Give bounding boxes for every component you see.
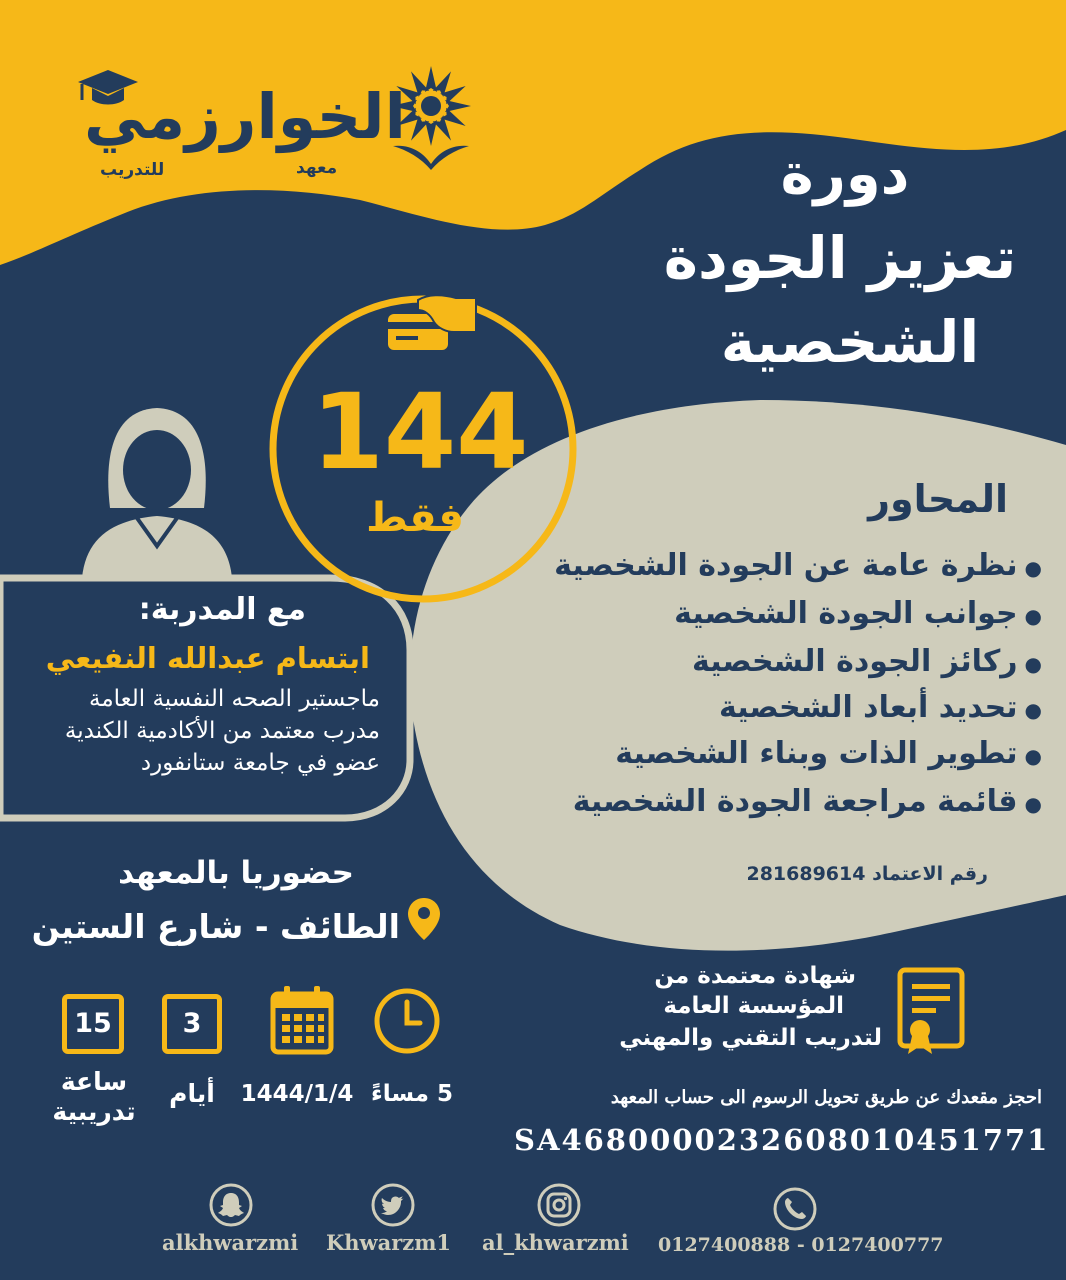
bullet: ●: [1017, 698, 1042, 722]
topic-item: [554, 544, 1042, 590]
payment-card-icon: [384, 292, 480, 354]
snapchat-icon: [208, 1182, 254, 1228]
trainer-credential-3: عضو في جامعة ستانفورد: [140, 750, 380, 776]
logo-sub-institute: معهد: [296, 158, 338, 178]
snapchat-handle[interactable]: alkhwarzmi: [162, 1230, 299, 1255]
topic-item-label: نظرة عامة عن الجودة الشخصية: [554, 548, 1018, 583]
days-value: 3: [182, 1008, 202, 1039]
topic-item-label: ركائز الجودة الشخصية: [692, 644, 1018, 679]
certificate-line2: المؤسسة العامة: [663, 993, 844, 1019]
twitter-icon: [370, 1182, 416, 1228]
instagram-icon: [536, 1182, 582, 1228]
trainer-credential-2: مدرب معتمد من الأكادمية الكندية: [64, 718, 380, 744]
bullet: ●: [1017, 652, 1042, 676]
hours-value: 15: [74, 1008, 112, 1039]
accreditation-number: رقم الاعتماد 281689614: [746, 863, 988, 885]
topic-item: [615, 732, 1042, 778]
course-title-line1: دورة: [780, 142, 910, 207]
bank-iban: SA4680000232608010451771: [514, 1123, 1050, 1157]
topic-item-label: قائمة مراجعة الجودة الشخصية: [572, 784, 1018, 819]
course-date: 1444/1/4: [240, 1081, 354, 1107]
calendar-icon: [270, 984, 334, 1056]
topic-item-label: جوانب الجودة الشخصية: [674, 596, 1018, 631]
clock-icon: [372, 986, 442, 1056]
location-pin-icon: [406, 896, 442, 942]
trainer-with-label: مع المدربة:: [138, 592, 306, 627]
bullet: ●: [1017, 792, 1042, 816]
price-amount: 144: [311, 371, 529, 493]
topic-item: [674, 592, 1042, 638]
price-label: فقط: [366, 495, 464, 541]
logo-name: الخوارزمي: [84, 80, 406, 153]
instagram-handle[interactable]: al_khwarzmi: [482, 1230, 629, 1255]
trainer-avatar: [82, 398, 232, 578]
topic-item: [719, 686, 1042, 732]
twitter-handle[interactable]: Khwarzm1: [326, 1230, 452, 1255]
certificate-line1: شهادة معتمدة من: [654, 963, 856, 989]
topic-item: [692, 640, 1042, 686]
course-title-line2: تعزيز الجودة: [663, 224, 1017, 292]
bullet: ●: [1017, 556, 1042, 580]
logo-sub-training: للتدريب: [100, 160, 165, 180]
location-mode: حضوريا بالمعهد: [118, 855, 354, 891]
topic-item: [573, 780, 1042, 826]
topic-item-label: تحديد أبعاد الشخصية: [719, 690, 1018, 725]
course-time: 5 مساءً: [370, 1081, 454, 1107]
topics-heading: المحاور: [868, 477, 1008, 521]
bullet: ●: [1017, 604, 1042, 628]
certificate-line3: لتدريب التقني والمهني: [619, 1025, 882, 1051]
booking-note: احجز مقعدك عن طريق تحويل الرسوم الى حساب المعهد: [610, 1087, 1042, 1108]
trainer-name: ابتسام عبدالله النفيعي: [45, 641, 370, 675]
hours-label-1: ساعة: [60, 1067, 128, 1096]
hours-label-2: تدريبية: [52, 1097, 136, 1126]
topic-item-label: تطوير الذات وبناء الشخصية: [615, 736, 1018, 771]
certificate-icon: [896, 966, 966, 1056]
phone-numbers[interactable]: 0127400888 - 0127400777: [658, 1234, 944, 1256]
days-label: أيام: [169, 1079, 215, 1108]
bullet: ●: [1017, 744, 1042, 768]
phone-icon: [772, 1186, 818, 1232]
trainer-credential-1: ماجستير الصحه النفسية العامة: [88, 686, 380, 712]
location-address: الطائف - شارع الستين: [31, 907, 400, 946]
course-title-line3: الشخصية: [720, 308, 980, 376]
